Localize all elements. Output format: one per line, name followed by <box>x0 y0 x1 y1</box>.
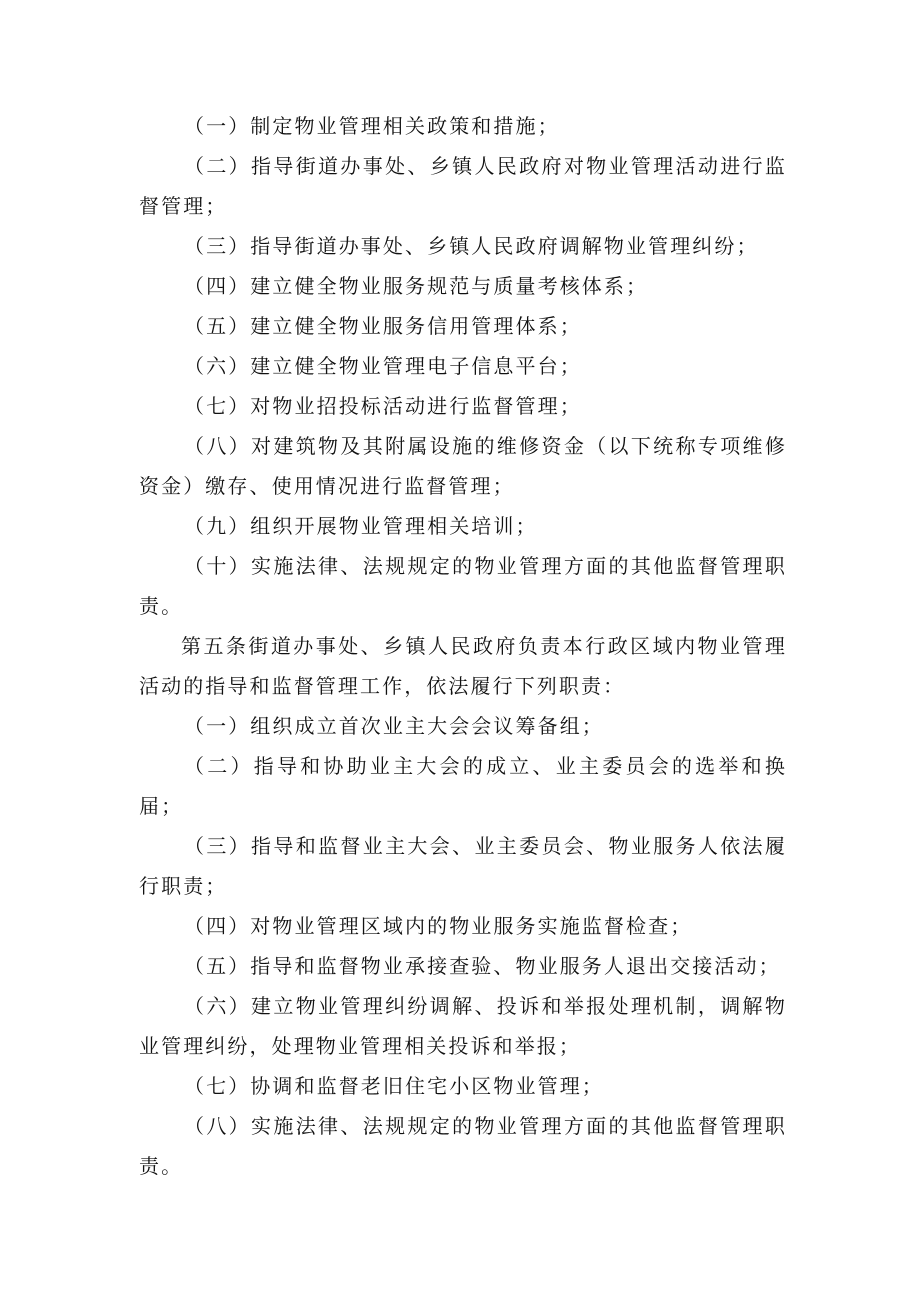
list-item: （一）组织成立首次业主大会会议筹备组； <box>184 714 604 738</box>
list-item: （五）建立健全物业服务信用管理体系； <box>184 314 582 338</box>
list-item: （八）对建筑物及其附属设施的维修资金（以下统称专项维修资金）缴存、使用情况进行监督管理； <box>139 434 787 498</box>
list-item: （五）指导和监督物业承接查验、物业服务人退出交接活动； <box>184 954 781 978</box>
article-paragraph: 第五条街道办事处、乡镇人民政府负责本行政区域内物业管理活动的指导和监督管理工作，依法履行下列职责： <box>139 634 787 698</box>
list-item: （三）指导和监督业主大会、业主委员会、物业服务人依法履行职责； <box>139 834 787 898</box>
document-page <box>139 106 787 1186</box>
list-item: （一）制定物业管理相关政策和措施； <box>184 114 560 138</box>
list-item: （七）协调和监督老旧住宅小区物业管理； <box>184 1074 604 1098</box>
list-item: （四）对物业管理区域内的物业服务实施监督检查； <box>184 914 693 938</box>
list-item: （十）实施法律、法规规定的物业管理方面的其他监督管理职责。 <box>139 554 787 618</box>
list-item: （八）实施法律、法规规定的物业管理方面的其他监督管理职责。 <box>139 1114 787 1178</box>
list-item: （六）建立健全物业管理电子信息平台； <box>184 354 582 378</box>
list-item: （三）指导街道办事处、乡镇人民政府调解物业管理纠纷； <box>184 234 759 258</box>
list-item: （七）对物业招投标活动进行监督管理； <box>184 394 582 418</box>
list-item: （四）建立健全物业服务规范与质量考核体系； <box>184 274 649 298</box>
list-item: （九）组织开展物业管理相关培训； <box>184 514 538 538</box>
list-item: （二）指导街道办事处、乡镇人民政府对物业管理活动进行监督管理； <box>139 154 787 218</box>
list-item: （六）建立物业管理纠纷调解、投诉和举报处理机制，调解物业管理纠纷，处理物业管理相关投诉和举报； <box>139 994 787 1058</box>
list-item: （二）指导和协助业主大会的成立、业主委员会的选举和换届； <box>139 754 787 818</box>
